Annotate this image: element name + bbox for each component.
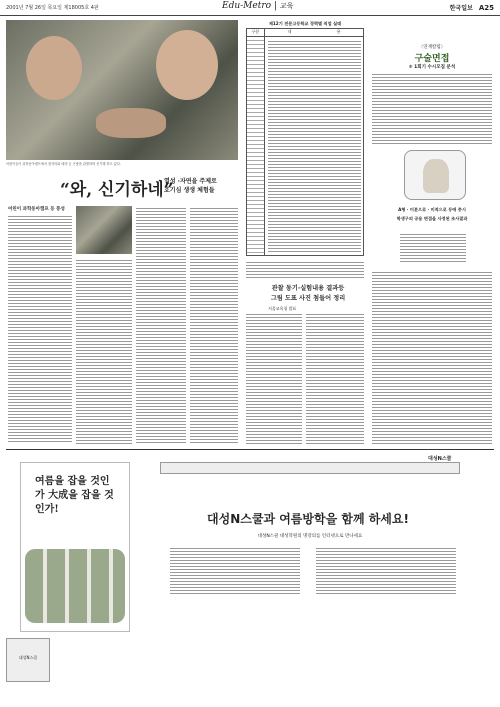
column-box-line-1: A형 · 미분으로 · 미적으로 등에 중시 [398, 207, 466, 212]
table-header-1: 구분 [247, 29, 265, 36]
ad-side-brand: 대성N스쿨 [18, 655, 38, 660]
story-column-1 [8, 214, 72, 444]
career-table [246, 28, 364, 256]
body-heading: 어린이 과학동아캠프 등 풍성 [8, 207, 65, 212]
ad-headline-strip [160, 462, 460, 474]
child-face-right [156, 30, 218, 100]
headline: “와, 신기하네” [60, 180, 174, 200]
table-label-column [247, 37, 265, 255]
table-header-2: 내 [287, 29, 292, 34]
ad-info-left [170, 546, 300, 596]
subhead-line-2: 호기심 생생 체험들 [164, 187, 215, 194]
inset-photo [76, 206, 132, 254]
story-column-2 [76, 258, 132, 444]
column-bullets [400, 232, 466, 264]
middle-byline: 서울교육청 발표 [268, 306, 297, 311]
table-body [268, 39, 361, 253]
page-number: 한국일보 A25 [449, 4, 494, 12]
middle-title [250, 284, 366, 304]
ad-brand: 대성N스쿨 [428, 456, 452, 462]
page-header [0, 0, 500, 16]
illustration-figure [423, 159, 449, 193]
column-text-2 [372, 270, 492, 444]
ad-main-copy: 대성N스쿨과 여름방학을 함께 하세요! [207, 512, 409, 526]
story-column-3 [136, 206, 186, 444]
cucumber-graphic [25, 549, 125, 623]
photo-caption: 어린이들이 과학동아캠프에서 잠자리와 매미 등 곤충을 관찰하며 신기해 하고 있다. [6, 162, 121, 166]
column-subtitle: ⑤ 1회기 수시모집 분석 [408, 65, 456, 70]
column-illustration [404, 150, 466, 200]
child-face-left [26, 36, 82, 100]
column-box [372, 205, 492, 229]
issue-date: 2001년 7월 26일 목요일 제18005호 4판 [6, 5, 99, 11]
children-photo [6, 20, 238, 160]
subhead [164, 177, 239, 195]
ad-sub-copy: 대성N스쿨 대성학원의 명강의를 인터넷으로 만나세요 [257, 534, 363, 539]
column-title: 구술면접 [414, 54, 450, 64]
middle-column-2 [306, 312, 364, 444]
subhead-line-1: 열성 ·자연을 주제로 [164, 178, 217, 185]
section-logo: Edu-Metro | 교육 [222, 1, 294, 11]
ad-info-right [316, 546, 456, 596]
table-title: 제12기 전문고등학교 경력별 직업 실태 [268, 21, 342, 26]
column-text-1 [372, 72, 492, 146]
table-header-3: 용 [336, 29, 341, 34]
ad-banner [20, 462, 130, 632]
table-header-row [247, 29, 363, 37]
ad-separator [6, 449, 494, 450]
story-column-4 [190, 206, 238, 444]
middle-title-1: 관찰 동기·실험내용 결과등 [271, 285, 345, 292]
middle-text-top [246, 260, 364, 280]
ad-side-box [6, 638, 50, 682]
banner-text: 여름을 잡을 것인가 大成을 잡을 것인가! [35, 476, 114, 515]
column-box-line-2: 학생구의 공용 면접을 사정된 조사결과 [396, 216, 468, 221]
middle-title-2: 그림 도표 사진 첨들어 정리 [270, 295, 346, 302]
middle-column-1 [246, 312, 302, 444]
column-kicker: 〈연재칼럼〉 [418, 45, 446, 50]
hand [96, 108, 166, 138]
